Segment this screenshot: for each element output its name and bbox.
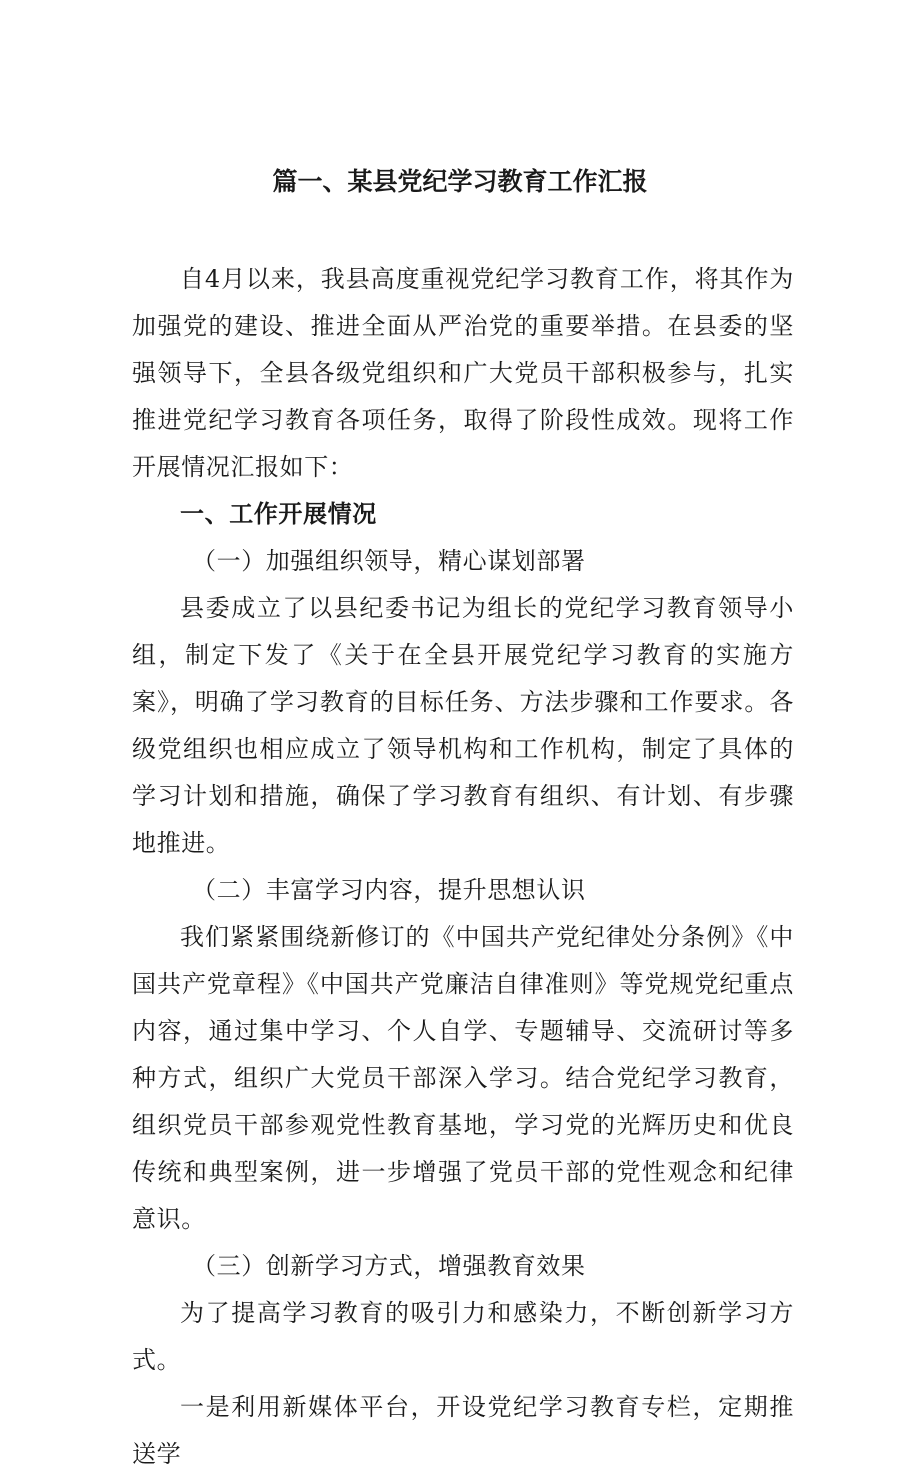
- intro-paragraph: 自4月以来，我县高度重视党纪学习教育工作，将其作为加强党的建设、推进全面从严治党的重要举措。在县委的坚强领导下，全县各级党组织和广大党员干部积极参与，扎实推进党纪学习教育各项任务，取得了阶段性成效。现将工作开展情况汇报如下：: [132, 265, 794, 481]
- subsection-paragraph-2: 我们紧紧围绕新修订的《中国共产党纪律处分条例》《中国共产党章程》《中国共产党廉洁自律准则》等党规党纪重点内容，通过集中学习、个人自学、专题辅导、交流研讨等多种方式，组织广大党员干部深入学习。结合党纪学习教育，组织党员干部参观党性教育基地，学习党的光辉历史和优良传统和典型案例，进一步增强了党员干部的党性观念和纪律意识。: [132, 923, 794, 1233]
- subsection-paragraph-1: 县委成立了以县纪委书记为组长的党纪学习教育领导小组，制定下发了《关于在全县开展党纪学习教育的实施方案》，明确了学习教育的目标任务、方法步骤和工作要求。各级党组织也相应成立了领导机构和工作机构，制定了具体的学习计划和措施，确保了学习教育有组织、有计划、有步骤地推进。: [132, 594, 794, 857]
- subsection-heading-2: （二）丰富学习内容，提升思想认识: [192, 876, 586, 904]
- subsection-paragraph-3a: 为了提高学习教育的吸引力和感染力，不断创新学习方式。: [132, 1299, 794, 1374]
- document-body: [132, 256, 794, 1478]
- subsection-paragraph-3b: 一是利用新媒体平台，开设党纪学习教育专栏，定期推送学: [132, 1393, 794, 1468]
- subsection-heading-1: （一）加强组织领导，精心谋划部署: [192, 547, 586, 575]
- section-heading: 一、工作开展情况: [180, 500, 377, 528]
- subsection-heading-3: （三）创新学习方式，增强教育效果: [192, 1252, 586, 1280]
- document-title: 篇一、某县党纪学习教育工作汇报: [272, 167, 648, 196]
